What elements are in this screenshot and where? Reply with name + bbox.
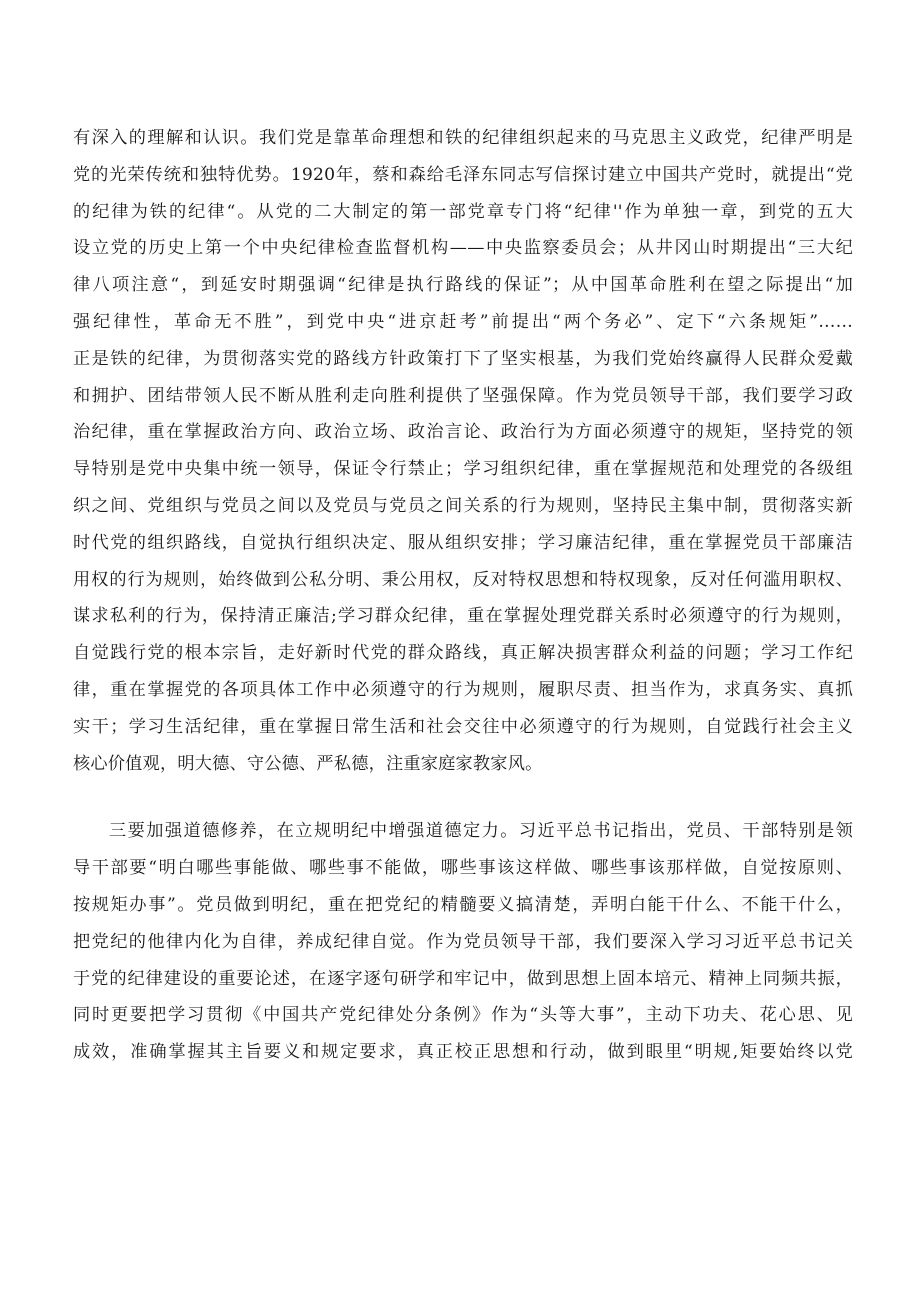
text-line: 成效，准确掌握其主旨要义和规定要求，真正校正思想和行动，做到眼里“明规,矩要始终以党	[73, 1042, 853, 1063]
text-line: 党的光荣传统和独特优势。1920年，蔡和森给毛泽东同志写信探讨建立中国共产党时，就提出“党	[73, 164, 853, 185]
text-line: 律，重在掌握党的各项具体工作中必须遵守的行为规则，履职尽责、担当作为，求真务实、真抓	[73, 679, 853, 700]
document-page	[73, 120, 853, 1071]
text-line: 用权的行为规则，始终做到公私分明、秉公用权，反对特权思想和特权现象，反对任何滥用职权、	[73, 569, 853, 590]
text-line: 实干；学习生活纪律，重在掌握日常生活和社会交往中必须遵守的行为规则，自觉践行社会主义	[73, 716, 853, 737]
text-line: 的纪律为铁的纪律“。从党的二大制定的第一部党章专门将“纪律''作为单独一章，到党的五大	[73, 201, 853, 222]
text-line: 导干部要“明白哪些事能做、哪些事不能做，哪些事该这样做、哪些事该那样做，自觉按原则、	[73, 858, 853, 879]
text-line: 有深入的理解和认识。我们党是靠革命理想和铁的纪律组织起来的马克思主义政党，纪律严明是	[73, 128, 853, 148]
text-line: 正是铁的纪律，为贯彻落实党的路线方针政策打下了坚实根基，为我们党始终赢得人民群众爱戴	[73, 348, 853, 369]
text-line: 核心价值观，明大德、守公德、严私德，注重家庭家教家风。	[73, 753, 543, 774]
text-line: 把党纪的他律内化为自律，养成纪律自觉。作为党员领导干部，我们要深入学习习近平总书记关	[73, 931, 853, 952]
text-line: 于党的纪律建设的重要论述，在逐字逐句研学和牢记中，做到思想上固本培元、精神上同频共振，	[73, 968, 853, 989]
text-line: 织之间、党组织与党员之间以及党员与党员之间关系的行为规则，坚持民主集中制，贯彻落实新	[73, 495, 853, 516]
paragraph-spacer	[73, 782, 853, 813]
text-line: 强纪律性，革命无不胜”，到党中央“进京赶考”前提出“两个务必”、定下“六条规矩”……	[73, 311, 853, 332]
paragraph-2	[73, 813, 853, 1071]
text-line: 同时更要把学习贯彻《中国共产党纪律处分条例》作为“头等大事”，主动下功夫、花心思、见	[73, 1005, 853, 1026]
text-line: 谋求私利的行为，保持清正廉洁;学习群众纪律，重在掌握处理党群关系时必须遵守的行为规则，	[73, 606, 853, 627]
text-line: 和拥护、团结带领人民不断从胜利走向胜利提供了坚强保障。作为党员领导干部，我们要学习政	[73, 385, 853, 406]
text-line: 律八项注意“，到延安时期强调“纪律是执行路线的保证”；从中国革命胜利在望之际提出“加	[73, 275, 853, 296]
text-line: 导特别是党中央集中统一领导，保证令行禁止；学习组织纪律，重在掌握规范和处理党的各级组	[73, 459, 853, 480]
text-line: 按规矩办事”。党员做到明纪，重在把党纪的精髓要义搞清楚，弄明白能干什么、不能干什么，	[73, 894, 853, 915]
text-line: 治纪律，重在掌握政治方向、政治立场、政治言论、政治行为方面必须遵守的规矩，坚持党的领	[73, 422, 853, 443]
text-line: 时代党的组织路线，自觉执行组织决定、服从组织安排；学习廉洁纪律，重在掌握党员干部廉洁	[73, 532, 853, 553]
paragraph-1	[73, 120, 853, 782]
text-line: 自觉践行党的根本宗旨，走好新时代党的群众路线，真正解决损害群众利益的问题；学习工作纪	[73, 643, 853, 664]
text-line: 三要加强道德修养，在立规明纪中增强道德定力。习近平总书记指出，党员、干部特别是领	[109, 821, 853, 842]
text-line: 设立党的历史上第一个中央纪律检查监督机构——中央监察委员会；从井冈山时期提出“三大纪	[73, 238, 853, 259]
